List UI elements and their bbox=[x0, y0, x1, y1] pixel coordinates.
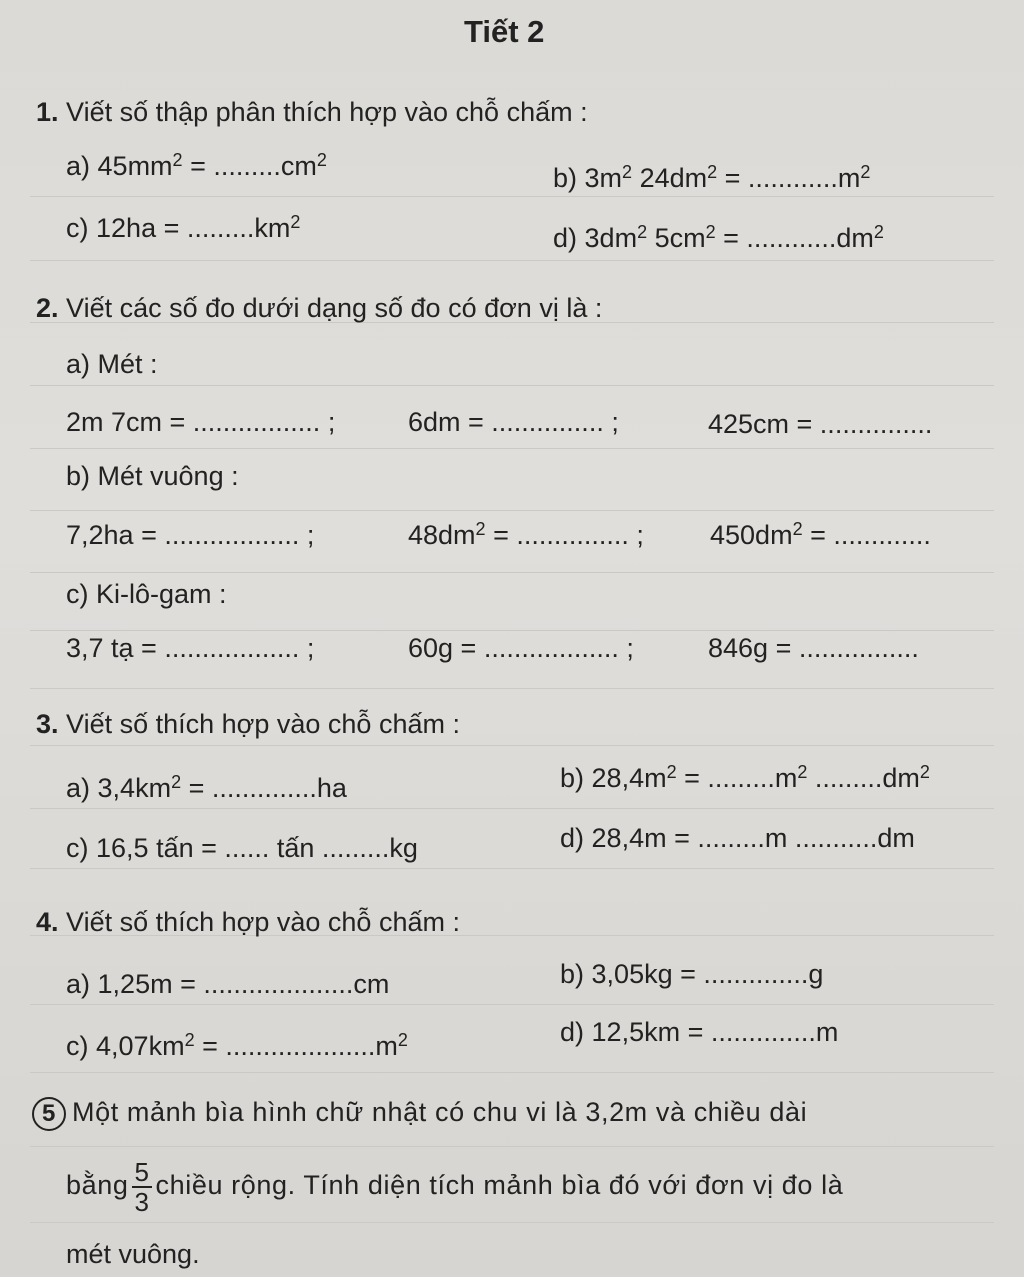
rule-line bbox=[30, 1072, 994, 1073]
q2-b-item-3: $450dm^2$ = ............. bbox=[710, 519, 931, 550]
q2-c-label: c) Ki-lô-gam : bbox=[66, 579, 227, 609]
q2-a-item-3: 425cm = ............... bbox=[708, 409, 933, 439]
q2-a-item-2: 6dm = ............... ; bbox=[408, 407, 619, 437]
q2-a-label: a) Mét : bbox=[66, 349, 158, 379]
rule-line bbox=[30, 1222, 994, 1223]
question-5-line-1: 5 Một mảnh bìa hình chữ nhật có chu vi là 3,2m và chiều dài bbox=[32, 1096, 807, 1131]
q4-item-c: c) $4,07km^2 = ....................m^2$ bbox=[66, 1030, 408, 1061]
question-5-number-badge: 5 bbox=[32, 1097, 66, 1131]
rule-line bbox=[30, 260, 994, 261]
q1-item-a: a) $45mm^2 = .........cm^2$ bbox=[66, 150, 327, 181]
q2-c-item-3: 846g = ................ bbox=[708, 633, 919, 663]
page-title: Tiết 2 bbox=[464, 14, 545, 49]
question-2-heading: 2. Viết các số đo dưới dạng số đo có đơn vị là : bbox=[36, 293, 603, 323]
rule-line bbox=[30, 1004, 994, 1005]
question-4-heading: 4. Viết số thích hợp vào chỗ chấm : bbox=[36, 907, 460, 937]
rule-line bbox=[30, 196, 994, 197]
q2-a-item-1: 2m 7cm = ................. ; bbox=[66, 407, 336, 437]
rule-line bbox=[30, 510, 994, 511]
q1-item-c: c) $12ha = .........km^2$ bbox=[66, 212, 301, 243]
q2-b-item-1: 7,2ha = .................. ; bbox=[66, 520, 315, 550]
question-3-heading: 3. Viết số thích hợp vào chỗ chấm : bbox=[36, 709, 460, 739]
question-1-heading: 1. Viết số thập phân thích hợp vào chỗ chấm : bbox=[36, 97, 588, 127]
fraction-5-over-3: $\frac{5}{3}$ bbox=[134, 1157, 150, 1217]
question-5-line-3: mét vuông. bbox=[66, 1239, 200, 1269]
rule-line bbox=[30, 868, 994, 869]
q3-item-d: d) 28,4m = .........m ...........dm bbox=[560, 823, 915, 853]
q1-item-b: b) $3m^2$ $24dm^2 = ............m^2$ bbox=[553, 162, 871, 193]
q2-b-item-2: $48dm^2$ = ............... ; bbox=[408, 519, 644, 550]
rule-line bbox=[30, 688, 994, 689]
q4-item-a: a) 1,25m = ....................cm bbox=[66, 969, 390, 999]
rule-line bbox=[30, 572, 994, 573]
q4-item-b: b) 3,05kg = ..............g bbox=[560, 959, 824, 989]
q2-c-item-2: 60g = .................. ; bbox=[408, 633, 634, 663]
q4-item-d: d) 12,5km = ..............m bbox=[560, 1017, 839, 1047]
rule-line bbox=[30, 808, 994, 809]
rule-line bbox=[30, 385, 994, 386]
q3-item-a: a) $3,4km^2 = ..............ha$ bbox=[66, 772, 347, 803]
q3-item-b: b) $28,4m^2 = .........m^2$ $.........dm^2$ bbox=[560, 762, 930, 793]
q2-c-item-1: 3,7 tạ = .................. ; bbox=[66, 633, 315, 663]
rule-line bbox=[30, 448, 994, 449]
rule-line bbox=[30, 1146, 994, 1147]
q2-b-label: b) Mét vuông : bbox=[66, 461, 239, 491]
q1-item-d: d) $3dm^2$ $5cm^2 = ............dm^2$ bbox=[553, 222, 884, 253]
q3-item-c: c) 16,5 tấn = ...... tấn .........kg bbox=[66, 833, 418, 863]
question-5-line-2: bằng $\frac{5}{3}$ chiều rộng. Tính diện tích mảnh bìa đó với đơn vị đo là bbox=[66, 1157, 844, 1217]
rule-line bbox=[30, 630, 994, 631]
rule-line bbox=[30, 745, 994, 746]
